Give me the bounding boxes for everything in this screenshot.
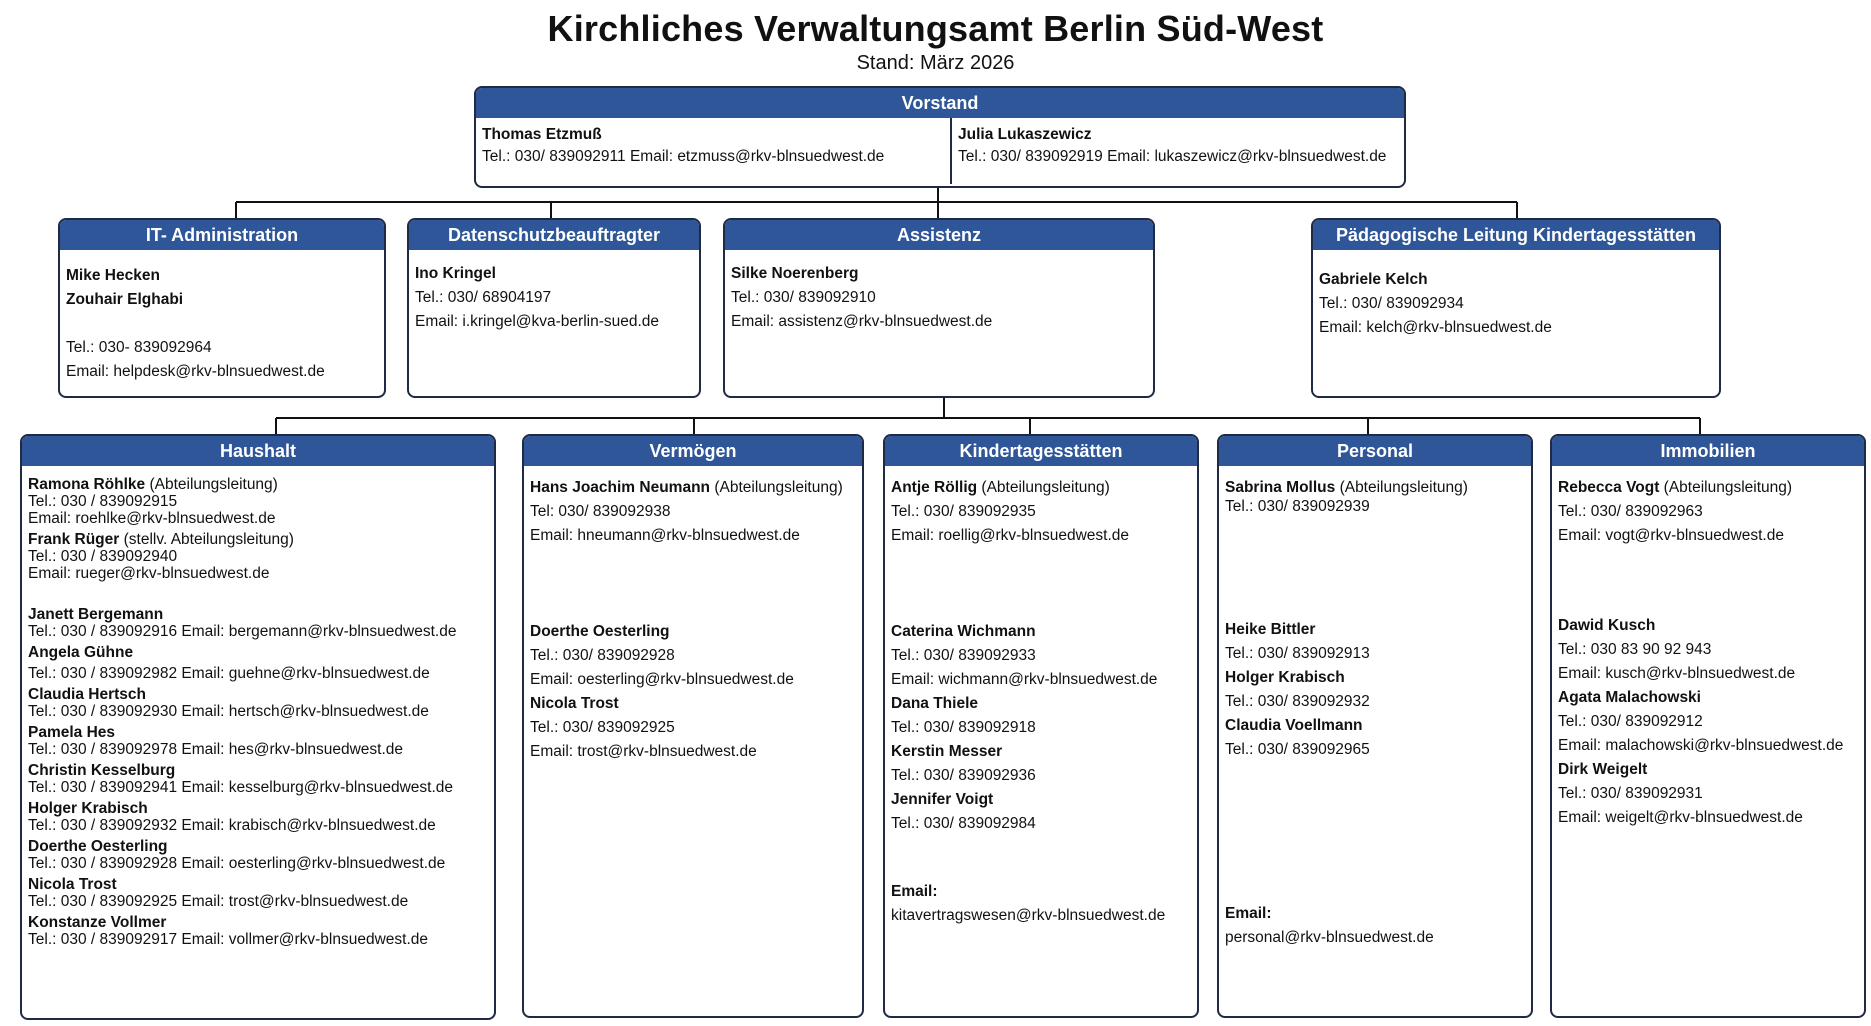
email-label: Email:	[891, 883, 938, 900]
person-name: Angela Gühne	[28, 644, 134, 661]
person-name: Rebecca Vogt	[1558, 479, 1660, 496]
person-name: Ino Kringel	[415, 265, 496, 282]
page-subtitle: Stand: März 2026	[856, 52, 1015, 74]
person-name: Jennifer Voigt	[891, 791, 994, 808]
person-email: Email: weigelt@rkv-blnsuedwest.de	[1558, 809, 1803, 826]
person-tel: Tel.: 030/ 839092935	[891, 503, 1036, 520]
person-email: Email: roellig@rkv-blnsuedwest.de	[891, 527, 1129, 544]
person-tel: Tel.: 030/ 839092928	[530, 647, 675, 664]
person-tel: Tel.: 030 / 839092940	[28, 548, 178, 565]
person-tel: Tel.: 030/ 839092984	[891, 815, 1036, 832]
person-role: (Abteilungsleitung)	[1339, 479, 1468, 496]
member-contact: Tel.: 030/ 839092911 Email: etzmuss@rkv-blnsuedwest.de	[482, 148, 885, 165]
person-tel: Tel.: 030 / 839092915	[28, 493, 178, 510]
person-email: Email: kelch@rkv-blnsuedwest.de	[1319, 319, 1552, 336]
person-name: Holger Krabisch	[1225, 669, 1345, 686]
member-contact: Tel.: 030/ 839092919 Email: lukaszewicz@rkv-blnsuedwest.de	[958, 148, 1387, 165]
person-email: Email: vogt@rkv-blnsuedwest.de	[1558, 527, 1784, 544]
person-contact: Tel.: 030 / 839092916 Email: bergemann@rkv-blnsuedwest.de	[28, 623, 457, 640]
department-lead	[1225, 476, 1525, 514]
person-name: Holger Krabisch	[28, 800, 148, 817]
person-email: Email: hneumann@rkv-blnsuedwest.de	[530, 527, 800, 544]
immobilien-header: Immobilien	[1552, 436, 1864, 466]
person-email: Email: roehlke@rkv-blnsuedwest.de	[28, 510, 276, 527]
person-tel: Tel.: 030/ 839092910	[731, 289, 876, 306]
person-email: Email: trost@rkv-blnsuedwest.de	[530, 743, 757, 760]
person-tel: Tel.: 030/ 839092932	[1225, 693, 1370, 710]
kita-box	[883, 434, 1199, 1018]
person-tel: Tel.: 030/ 839092936	[891, 767, 1036, 784]
list-item	[530, 692, 856, 764]
person-tel: Tel.: 030/ 839092913	[1225, 645, 1370, 662]
person-tel: Tel.: 030/ 839092918	[891, 719, 1036, 736]
list-item	[1225, 714, 1525, 762]
immobilien-box	[1550, 434, 1866, 1018]
person-name: Nicola Trost	[28, 876, 117, 893]
person-role: (Abteilungsleitung)	[149, 476, 278, 493]
list-item	[28, 914, 488, 948]
paedagogik-box	[1311, 218, 1721, 398]
person-name: Doerthe Oesterling	[28, 838, 168, 855]
person-name: Zouhair Elghabi	[66, 291, 184, 308]
personal-header: Personal	[1219, 436, 1531, 466]
list-item	[28, 762, 488, 796]
assistenz-box	[723, 218, 1155, 398]
list-item	[1558, 758, 1858, 830]
assistenz-header: Assistenz	[725, 220, 1153, 250]
person-name: Mike Hecken	[66, 267, 160, 284]
person-tel: Tel.: 030/ 839092931	[1558, 785, 1703, 802]
list-item	[28, 800, 488, 834]
member-name: Julia Lukaszewicz	[958, 126, 1092, 143]
person-tel: Tel.: 030/ 839092912	[1558, 713, 1703, 730]
list-item	[1558, 686, 1858, 758]
person-email: Email: helpdesk@rkv-blnsuedwest.de	[66, 363, 325, 380]
it-admin-header: IT- Administration	[60, 220, 384, 250]
list-item	[28, 724, 488, 758]
person-name: Pamela Hes	[28, 724, 116, 741]
person-email: Email: malachowski@rkv-blnsuedwest.de	[1558, 737, 1844, 754]
page-title: Kirchliches Verwaltungsamt Berlin Süd-West	[547, 8, 1324, 49]
vermoegen-header: Vermögen	[524, 436, 862, 466]
person-name: Gabriele Kelch	[1319, 271, 1428, 288]
person-role: (Abteilungsleitung)	[714, 479, 843, 496]
datenschutz-header: Datenschutzbeauftragter	[409, 220, 699, 250]
list-item	[891, 692, 1191, 740]
person-tel: Tel.: 030 83 90 92 943	[1558, 641, 1712, 658]
list-item	[28, 606, 488, 640]
it-admin-box	[58, 218, 386, 398]
person-tel: Tel.: 030/ 839092925	[530, 719, 675, 736]
person-contact: Tel.: 030 / 839092941 Email: kesselburg@rkv-blnsuedwest.de	[28, 779, 454, 796]
vorstand-member	[476, 118, 952, 184]
email-label: Email:	[1225, 905, 1272, 922]
person-name: Doerthe Oesterling	[530, 623, 670, 640]
person-name: Hans Joachim Neumann	[530, 479, 711, 496]
person-email: Email: kusch@rkv-blnsuedwest.de	[1558, 665, 1796, 682]
department-deputy	[28, 531, 488, 582]
member-name: Thomas Etzmuß	[482, 126, 602, 143]
person-contact: Tel.: 030 / 839092928 Email: oesterling@rkv-blnsuedwest.de	[28, 855, 446, 872]
vermoegen-box	[522, 434, 864, 1018]
list-item	[891, 740, 1191, 788]
paedagogik-header: Pädagogische Leitung Kindertagesstätten	[1313, 220, 1719, 250]
person-contact: Tel.: 030 / 839092925 Email: trost@rkv-blnsuedwest.de	[28, 893, 409, 910]
list-item	[891, 788, 1191, 836]
person-contact: Tel.: 030 / 839092978 Email: hes@rkv-blnsuedwest.de	[28, 741, 404, 758]
department-lead	[28, 476, 488, 527]
department-email: personal@rkv-blnsuedwest.de	[1225, 929, 1434, 946]
person-name: Kerstin Messer	[891, 743, 1003, 760]
person-email: Email: oesterling@rkv-blnsuedwest.de	[530, 671, 794, 688]
list-item	[891, 620, 1191, 692]
kita-header: Kindertagesstätten	[885, 436, 1197, 466]
person-role: (stellv. Abteilungsleitung)	[123, 531, 294, 548]
person-name: Christin Kesselburg	[28, 762, 176, 779]
vorstand-member	[952, 118, 1404, 184]
person-name: Dana Thiele	[891, 695, 978, 712]
department-email: kitavertragswesen@rkv-blnsuedwest.de	[891, 907, 1166, 924]
person-email: Email: i.kringel@kva-berlin-sued.de	[415, 313, 660, 330]
person-name: Silke Noerenberg	[731, 265, 859, 282]
person-name: Nicola Trost	[530, 695, 619, 712]
person-contact: Tel.: 030 / 839092982 Email: guehne@rkv-blnsuedwest.de	[28, 665, 430, 682]
person-name: Frank Rüger	[28, 531, 120, 548]
personal-box	[1217, 434, 1533, 1018]
person-name: Claudia Hertsch	[28, 686, 147, 703]
list-item	[28, 838, 488, 872]
list-item	[530, 620, 856, 692]
person-role: (Abteilungsleitung)	[1663, 479, 1793, 496]
person-tel: Tel.: 030/ 839092963	[1558, 503, 1703, 520]
person-tel: Tel.: 030/ 839092965	[1225, 741, 1370, 758]
person-name: Dirk Weigelt	[1558, 761, 1648, 778]
person-name: Janett Bergemann	[28, 606, 164, 623]
person-role: (Abteilungsleitung)	[981, 479, 1110, 496]
person-name: Caterina Wichmann	[891, 623, 1036, 640]
person-name: Konstanze Vollmer	[28, 914, 167, 931]
person-tel: Tel.: 030/ 68904197	[415, 289, 552, 306]
person-name: Antje Röllig	[891, 479, 978, 496]
haushalt-box	[20, 434, 496, 1020]
person-name: Ramona Röhlke	[28, 476, 146, 493]
person-tel: Tel.: 030/ 839092934	[1319, 295, 1464, 312]
list-item	[1225, 666, 1525, 714]
person-name: Sabrina Mollus	[1225, 479, 1336, 496]
department-lead	[891, 476, 1191, 548]
vorstand-header: Vorstand	[476, 88, 1404, 118]
person-email: Email: wichmann@rkv-blnsuedwest.de	[891, 671, 1158, 688]
list-item	[28, 876, 488, 910]
person-tel: Tel: 030/ 839092938	[530, 503, 671, 520]
haushalt-header: Haushalt	[22, 436, 494, 466]
person-tel: Tel.: 030/ 839092933	[891, 647, 1036, 664]
person-name: Agata Malachowski	[1558, 689, 1701, 706]
department-lead	[530, 476, 856, 548]
person-contact: Tel.: 030 / 839092932 Email: krabisch@rkv-blnsuedwest.de	[28, 817, 436, 834]
list-item	[1558, 614, 1858, 686]
person-tel: Tel.: 030- 839092964	[66, 339, 212, 356]
list-item	[28, 644, 488, 682]
list-item	[1225, 618, 1525, 666]
list-item	[28, 686, 488, 720]
person-name: Heike Bittler	[1225, 621, 1316, 638]
person-name: Dawid Kusch	[1558, 617, 1656, 634]
datenschutz-box	[407, 218, 701, 398]
person-email: Email: rueger@rkv-blnsuedwest.de	[28, 565, 270, 582]
department-lead	[1558, 476, 1858, 548]
person-contact: Tel.: 030 / 839092917 Email: vollmer@rkv-blnsuedwest.de	[28, 931, 428, 948]
person-name: Claudia Voellmann	[1225, 717, 1363, 734]
person-email: Email: assistenz@rkv-blnsuedwest.de	[731, 313, 993, 330]
person-tel: Tel.: 030/ 839092939	[1225, 498, 1370, 515]
vorstand-box	[474, 86, 1406, 188]
person-contact: Tel.: 030 / 839092930 Email: hertsch@rkv-blnsuedwest.de	[28, 703, 429, 720]
